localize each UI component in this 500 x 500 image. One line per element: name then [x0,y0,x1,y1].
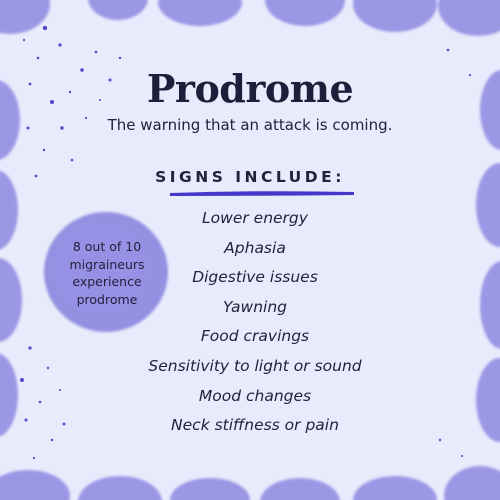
stat-callout-line: prodrome [76,291,138,307]
stat-callout-line: experience [72,274,142,289]
sign-item: Yawning [222,297,287,316]
stat-callout [52,238,162,308]
heading-underline [170,191,354,196]
stat-callout-line: migraineurs [69,256,145,272]
stat-callout-line: 8 out of 10 [72,239,142,254]
sign-item: Food cravings [200,327,310,346]
subtitle: The warning that an attack is coming. [107,116,393,134]
sign-item: Sensitivity to light or sound [148,356,362,375]
sign-item: Neck stiffness or pain [171,416,339,435]
sign-item: Lower energy [202,209,308,227]
sign-item: Mood changes [198,386,312,405]
signs-heading: SIGNS INCLUDE: [155,168,345,186]
sign-item: Aphasia [224,238,286,257]
page-title: Prodrome [146,66,354,111]
sign-item: Digestive issues [192,268,318,287]
